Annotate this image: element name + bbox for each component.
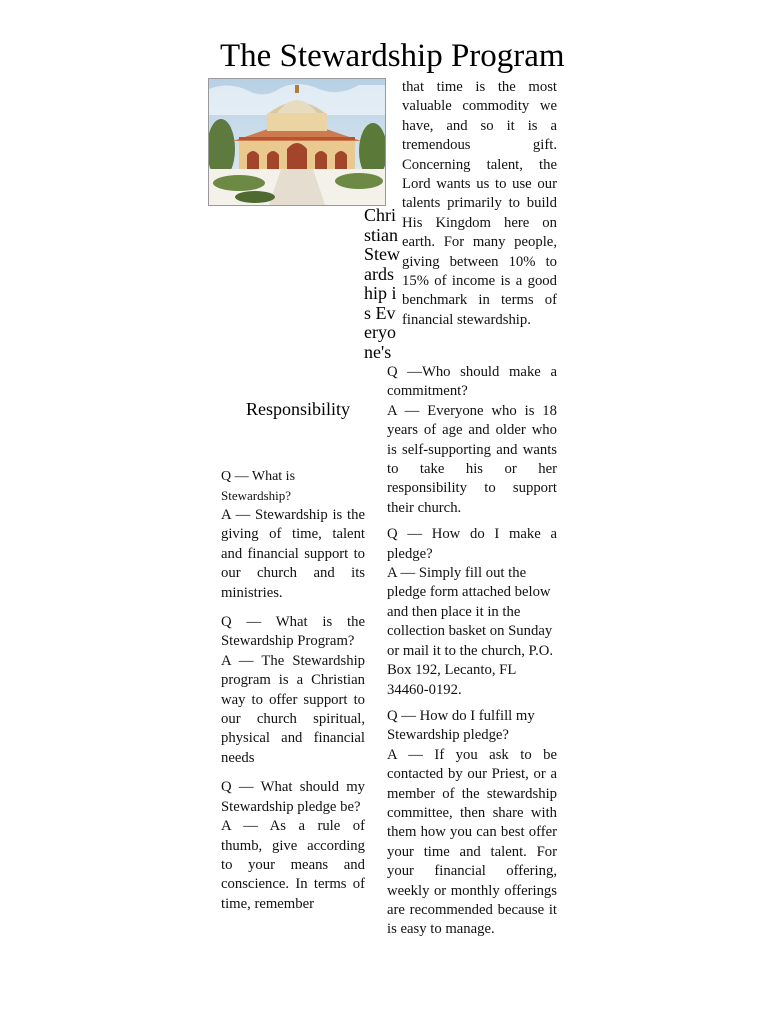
page-title: The Stewardship Program xyxy=(220,38,565,74)
faq-right-column xyxy=(387,363,557,940)
church-building-image-drawing xyxy=(209,79,385,205)
question xyxy=(221,467,365,506)
answer: A — Everyone who is 18 years of age and older who is self-supporting and wants to take his or her responsibility to support their church. xyxy=(387,402,557,516)
question: Q — How do I make a pledge? xyxy=(387,526,557,562)
section-heading-responsibility: Responsibility xyxy=(246,399,351,419)
question: Q — How do I fulfill my Stewardship pledge? xyxy=(387,707,535,744)
section-heading: Christian Stewardship is Everyone's xyxy=(364,205,400,362)
question: Q —Who should make a commitment? xyxy=(387,364,557,400)
answer: A — Stewardship is the giving of time, talent and financial support to our church and its ministries. xyxy=(221,507,365,601)
answer: A — The Stewardship program is a Christian way to offer support to our church spiritual, physical and financial needs xyxy=(221,652,365,766)
question: Q — What is the Stewardship Program? xyxy=(221,614,365,650)
question: Q — What should my Stewardship pledge be? xyxy=(221,779,365,815)
paragraph: that time is the most valuable commodity we have, and so it is a tremendous gift. Concerning talent, the Lord wants us to use our talents primarily to build His Kingdom here on earth. For many people, giving between 10% to 15% of income is a good benchmark in terms of financial stewardship. xyxy=(402,79,557,328)
question-line: Q — What is xyxy=(221,469,296,484)
answer: A — If you ask to be contacted by our Priest, or a member of the stewardship committee, then share with them how you can best offer your time and talent. For your financial offering, weekly or monthly offerings are recommended because it is easy to manage. xyxy=(387,746,557,938)
church-building-image xyxy=(208,78,386,206)
answer: A — Simply fill out the pledge form attached below and then place it in the collection basket on Sunday or mail it to the church, P.O. Box 192, Lecanto, FL 34460-0192. xyxy=(387,565,554,698)
question-line: Stewardship? xyxy=(221,488,292,503)
answer: A — As a rule of thumb, give according to your means and conscience. In terms of time, remember xyxy=(221,818,365,912)
faq-left-column xyxy=(221,467,365,914)
article-text-right-top xyxy=(402,78,557,330)
